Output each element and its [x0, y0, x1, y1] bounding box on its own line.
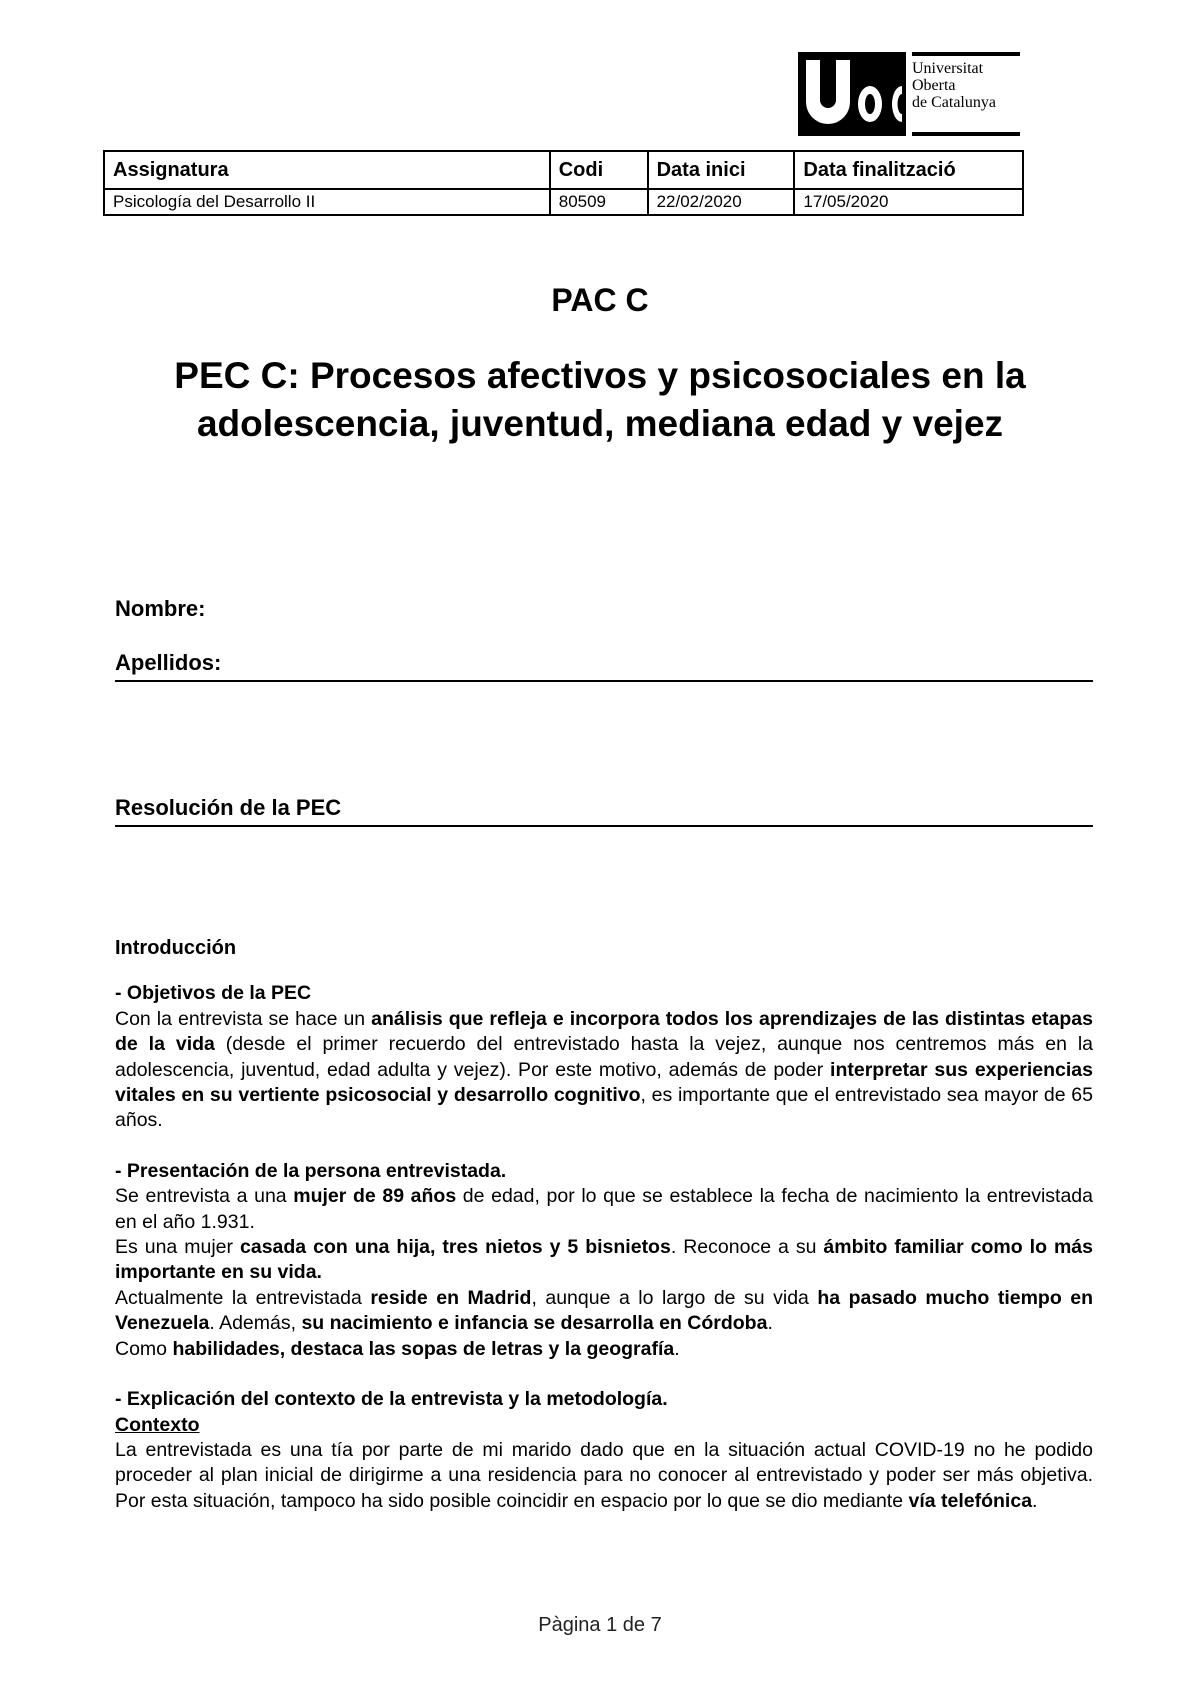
- logo-line-1: Universitat: [912, 60, 984, 77]
- resolucion-rule: [115, 825, 1093, 827]
- header-data-inici: Data inici: [648, 151, 795, 189]
- cell-data-inici: 22/02/2020: [648, 189, 795, 215]
- intro-heading: Introducción: [115, 937, 237, 959]
- presentacion-line-3: Actualmente la entrevistada reside en Madrid, aunque a lo largo de su vida ha pasado mucho tiempo en Venezuela. Además, su nacimiento e infancia se desarrolla en Córdoba.: [115, 1286, 1094, 1335]
- presentacion-heading: - Presentación de la persona entrevistada.: [115, 1159, 507, 1182]
- apellidos-label: Apellidos:: [115, 650, 222, 675]
- uoc-logo-mark: [798, 52, 906, 136]
- objetivos-heading: - Objetivos de la PEC: [115, 982, 312, 1005]
- cell-codi: 80509: [550, 189, 648, 215]
- cell-data-finalitzacio: 17/05/2020: [794, 189, 1023, 215]
- header-data-finalitzacio: Data finalització: [794, 151, 1023, 189]
- cell-assignatura: Psicología del Desarrollo II: [104, 189, 550, 215]
- logo-line-2: Oberta: [912, 77, 956, 94]
- contexto-subheading: Contexto: [115, 1413, 200, 1436]
- pac-label: PAC C: [551, 282, 649, 318]
- document-body: [115, 936, 1093, 1514]
- nombre-label: Nombre:: [115, 596, 206, 621]
- logo-rule-top: [912, 52, 1020, 56]
- contexto-paragraph: La entrevistada es una tía por parte de mi marido dado que en la situación actual COVID-19 no he podido proceder al plan inicial de dirigirme a una residencia para no conocer al entrevistado y poder ser más objetiva. Por esta situación, tampoco ha sido posible coincidir en espacio por lo que se dio mediante vía telefónica.: [115, 1438, 1093, 1512]
- table-header-row: [104, 151, 1023, 189]
- presentacion-line-2: Es una mujer casada con una hija, tres nietos y 5 bisnietos. Reconoce a su ámbito familiar como lo más importante en su vida.: [115, 1236, 1093, 1284]
- contexto-heading: - Explicación del contexto de la entrevista y la metodología.: [115, 1388, 668, 1411]
- presentacion-line-1: Se entrevista a una mujer de 89 años de edad, por lo que se establece la fecha de nacimiento la entrevistada en el año 1.931.: [115, 1185, 1093, 1233]
- presentacion-line-4: Como habilidades, destaca las sopas de letras y la geografía.: [115, 1337, 680, 1360]
- logo-wordmark: [912, 60, 1020, 111]
- header-codi: Codi: [550, 151, 648, 189]
- logo-rule-bottom: [912, 132, 1020, 136]
- course-info-table: [103, 150, 1024, 216]
- table-row: [104, 189, 1023, 215]
- header-assignatura: Assignatura: [104, 151, 550, 189]
- resolucion-heading: Resolución de la PEC: [115, 795, 342, 820]
- objetivos-paragraph: Con la entrevista se hace un análisis que refleja e incorpora todos los aprendizajes de las distintas etapas de la vida (desde el primer recuerdo del entrevistado hasta la vejez, aunque nos centremos más en la adolescencia, juventud, edad adulta y vejez). Por este motivo, además de poder interpretar sus experiencias vitales en su vertiente psicosocial y desarrollo cognitivo, es importante que el entrevistado sea mayor de 65 años.: [115, 1007, 1094, 1132]
- page-footer: Pàgina 1 de 7: [538, 1614, 662, 1636]
- logo-line-3: de Catalunya: [912, 94, 996, 111]
- apellidos-rule: [115, 680, 1093, 682]
- page-title: PEC C: Procesos afectivos y psicosociales en la adolescencia, juventud, mediana edad y vejez: [174, 355, 1026, 444]
- uoc-logo: [798, 52, 1020, 136]
